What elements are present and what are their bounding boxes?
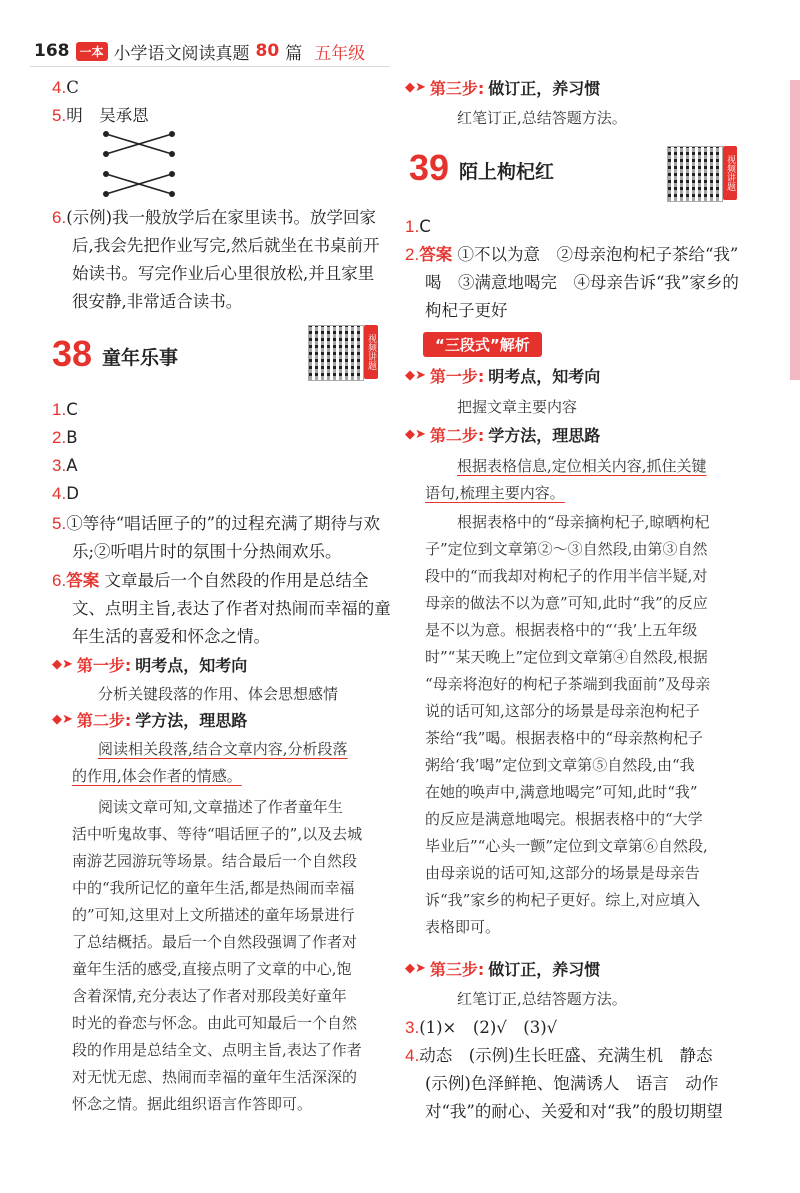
book-title: 小学语文阅读真题 bbox=[113, 43, 250, 64]
s38-analysis-line: 对无忧无虑、热闹而幸福的童年生活深深的 bbox=[72, 1068, 358, 1086]
diamond-arrow-icon: ◆➤ bbox=[52, 657, 73, 672]
s39-analysis-line: 时”“某天晚上”定位到文章第④自然段,根据 bbox=[425, 648, 708, 666]
video-lesson-tag: 视频讲题 bbox=[364, 325, 378, 379]
s39-step-2: ◆➤ 第二步: 学方法，理思路 bbox=[405, 426, 601, 445]
s38-answer-2: 2.B bbox=[52, 428, 78, 447]
s38-analysis-line: 了总结概括。最后一个自然段强调了作者对 bbox=[72, 933, 358, 951]
article-count: 80 bbox=[255, 41, 280, 61]
s39-answer-4-line-2: (示例)色泽鲜艳、饱满诱人 语言 动作 bbox=[425, 1074, 719, 1093]
diamond-arrow-icon: ◆➤ bbox=[405, 368, 426, 383]
s39-answer-2-line-2: 喝 ③满意地喝完 ④母亲告诉“我”家乡的 bbox=[425, 273, 739, 292]
s39-analysis-line: 是不以为意。根据表格中的“‘我’上五年级 bbox=[425, 621, 698, 639]
s38-analysis-line: 阅读文章可知,文章描述了作者童年生 bbox=[98, 798, 343, 816]
s38-answer-3: 3.A bbox=[52, 456, 78, 475]
section-name: 童年乐事 bbox=[102, 347, 179, 369]
s39-analysis-line: 诉“我”家乡的枸杞子更好。综上,对应填入 bbox=[425, 891, 701, 909]
grade-label: 五年级 bbox=[314, 43, 366, 64]
s39-answer-4-line-3: 对“我”的耐心、关爱和对“我”的殷切期望 bbox=[425, 1102, 723, 1121]
answer-q6-line-3: 始读书。写完作业后心里很放松,并且家里 bbox=[72, 264, 375, 283]
s39-step-3: ◆➤ 第三步: 做订正，养习惯 bbox=[405, 960, 601, 979]
s39-method-line-2: 语句,梳理主要内容。 bbox=[425, 484, 565, 502]
s39-answer-3: 3.(1)× (2)√ (3)√ bbox=[405, 1018, 558, 1037]
s38-answer-6: 6.答案 文章最后一个自然段的作用是总结全 bbox=[52, 571, 369, 590]
answer-q6: 6.(示例)我一般放学后在家里读书。放学回家 bbox=[52, 208, 377, 227]
s39-analysis-line: 根据表格中的“母亲摘枸杞子,晾晒枸杞 bbox=[457, 513, 710, 531]
section-38-title bbox=[52, 333, 179, 374]
s38-analysis-line: 段的作用是总结全文、点明主旨,表达了作者 bbox=[72, 1041, 362, 1059]
s39-step-3-detail: 红笔订正,总结答题方法。 bbox=[457, 990, 627, 1008]
s38-analysis-line: 怀念之情。据此组织语言作答即可。 bbox=[72, 1095, 313, 1113]
section-number: 39 bbox=[409, 147, 450, 188]
s38-analysis-line: 童年生活的感受,直接点明了文章的中心,饱 bbox=[72, 960, 352, 978]
s38-step-2: ◆➤ 第二步: 学方法，理思路 bbox=[52, 711, 248, 730]
s38-analysis-line: 南游艺园游玩等场景。结合最后一个自然段 bbox=[72, 852, 358, 870]
matching-lines-diagram bbox=[100, 128, 180, 204]
s39-analysis-line: 粥给‘我’喝”定位到文章第⑤自然段,由“我 bbox=[425, 756, 695, 774]
s38-answer-5-line-2: 乐;②听唱片时的氛围十分热闹欢乐。 bbox=[72, 542, 342, 561]
s37-step-3-detail: 红笔订正,总结答题方法。 bbox=[457, 109, 627, 127]
s38-method-line-1: 阅读相关段落,结合文章内容,分析段落 bbox=[98, 740, 348, 758]
s39-analysis-line: 表格即可。 bbox=[425, 918, 501, 936]
s39-analysis-line: 毕业后”“心头一颤”定位到文章第⑥自然段, bbox=[425, 837, 708, 855]
publisher-logo: 一本 bbox=[76, 42, 108, 61]
s39-analysis-line: 茶给“我”喝。根据表格中的“母亲熬枸杞子 bbox=[425, 729, 704, 747]
s39-step-1: ◆➤ 第一步: 明考点，知考向 bbox=[405, 367, 601, 386]
page-header bbox=[34, 38, 365, 64]
s39-analysis-line: 的反应是满意地喝完。根据表格中的“大学 bbox=[425, 810, 703, 828]
s39-answer-4: 4.动态 (示例)生长旺盛、充满生机 静态 bbox=[405, 1046, 713, 1065]
answer-q5: 5.明 吴承恩 bbox=[52, 106, 149, 125]
diamond-arrow-icon: ◆➤ bbox=[52, 712, 73, 727]
s38-answer-6-line-3: 年生活的喜爱和怀念之情。 bbox=[72, 627, 270, 646]
header-divider bbox=[30, 66, 390, 67]
article-unit: 篇 bbox=[285, 43, 303, 64]
answer-q6-line-4: 很安静,非常适合读书。 bbox=[72, 292, 243, 311]
s39-answer-1: 1.C bbox=[405, 217, 431, 236]
s38-answer-6-line-2: 文、点明主旨,表达了作者对热闹而幸福的童 bbox=[72, 599, 391, 618]
s39-analysis-line: 在她的唤声中,满意地喝完”可知,此时“我” bbox=[425, 783, 698, 801]
qr-code-icon[interactable] bbox=[667, 146, 723, 202]
diamond-arrow-icon: ◆➤ bbox=[405, 427, 426, 442]
s38-analysis-line: 的”可知,这里对上文所描述的童年场景进行 bbox=[72, 906, 355, 924]
s38-method-line-2: 的作用,体会作者的情感。 bbox=[72, 767, 242, 785]
s39-analysis-line: “母亲将泡好的枸杞子茶端到我面前”及母亲 bbox=[425, 675, 711, 693]
answer-q4: 4.C bbox=[52, 78, 79, 97]
section-name: 陌上枸杞红 bbox=[459, 161, 555, 183]
s39-answer-2-line-3: 枸杞子更好 bbox=[425, 301, 508, 320]
s38-step-1-detail: 分析关键段落的作用、体会思想感情 bbox=[98, 685, 339, 703]
s39-analysis-line: 段中的“而我却对枸杞子的作用半信半疑,对 bbox=[425, 567, 708, 585]
diamond-arrow-icon: ◆➤ bbox=[405, 961, 426, 976]
diamond-arrow-icon: ◆➤ bbox=[405, 80, 426, 95]
section-39-title bbox=[409, 147, 555, 188]
s39-answer-2: 2.答案 ①不以为意 ②母亲泡枸杞子茶给“我” bbox=[405, 245, 739, 264]
s38-analysis-line: 含着深情,充分表达了作者对那段美好童年 bbox=[72, 987, 347, 1005]
s37-step-3: ◆➤ 第三步: 做订正，养习惯 bbox=[405, 79, 601, 98]
s39-analysis-line: 子”定位到文章第②～③自然段,由第③自然 bbox=[425, 540, 708, 558]
s38-analysis-line: 活中听鬼故事、等待“唱话匣子的”,以及去城 bbox=[72, 825, 363, 843]
answer-q6-line-2: 后,我会先把作业写完,然后就坐在书桌前开 bbox=[72, 236, 380, 255]
s38-answer-4: 4.D bbox=[52, 484, 79, 503]
page-number: 168 bbox=[34, 41, 70, 61]
section-number: 38 bbox=[52, 333, 93, 374]
s38-analysis-line: 时光的眷恋与怀念。由此可知最后一个自然 bbox=[72, 1014, 358, 1032]
qr-code-icon[interactable] bbox=[308, 325, 364, 381]
s39-analysis-line: 母亲的做法不以为意”可知,此时“我”的反应 bbox=[425, 594, 708, 612]
s39-method-line-1: 根据表格信息,定位相关内容,抓住关键 bbox=[457, 457, 707, 475]
s39-step-1-detail: 把握文章主要内容 bbox=[457, 398, 578, 416]
three-step-analysis-banner: “三段式”解析 bbox=[423, 332, 542, 357]
side-color-band bbox=[790, 80, 800, 380]
video-lesson-tag: 视频讲题 bbox=[723, 146, 737, 200]
s38-analysis-line: 中的“我所记忆的童年生活,都是热闹而幸福 bbox=[72, 879, 355, 897]
s38-answer-1: 1.C bbox=[52, 400, 78, 419]
s38-answer-5: 5.①等待“唱话匣子的”的过程充满了期待与欢 bbox=[52, 514, 381, 533]
s39-analysis-line: 说的话可知,这部分的场景是母亲泡枸杞子 bbox=[425, 702, 700, 720]
s38-step-1: ◆➤ 第一步: 明考点，知考向 bbox=[52, 656, 248, 675]
s39-analysis-line: 由母亲说的话可知,这部分的场景是母亲告 bbox=[425, 864, 700, 882]
